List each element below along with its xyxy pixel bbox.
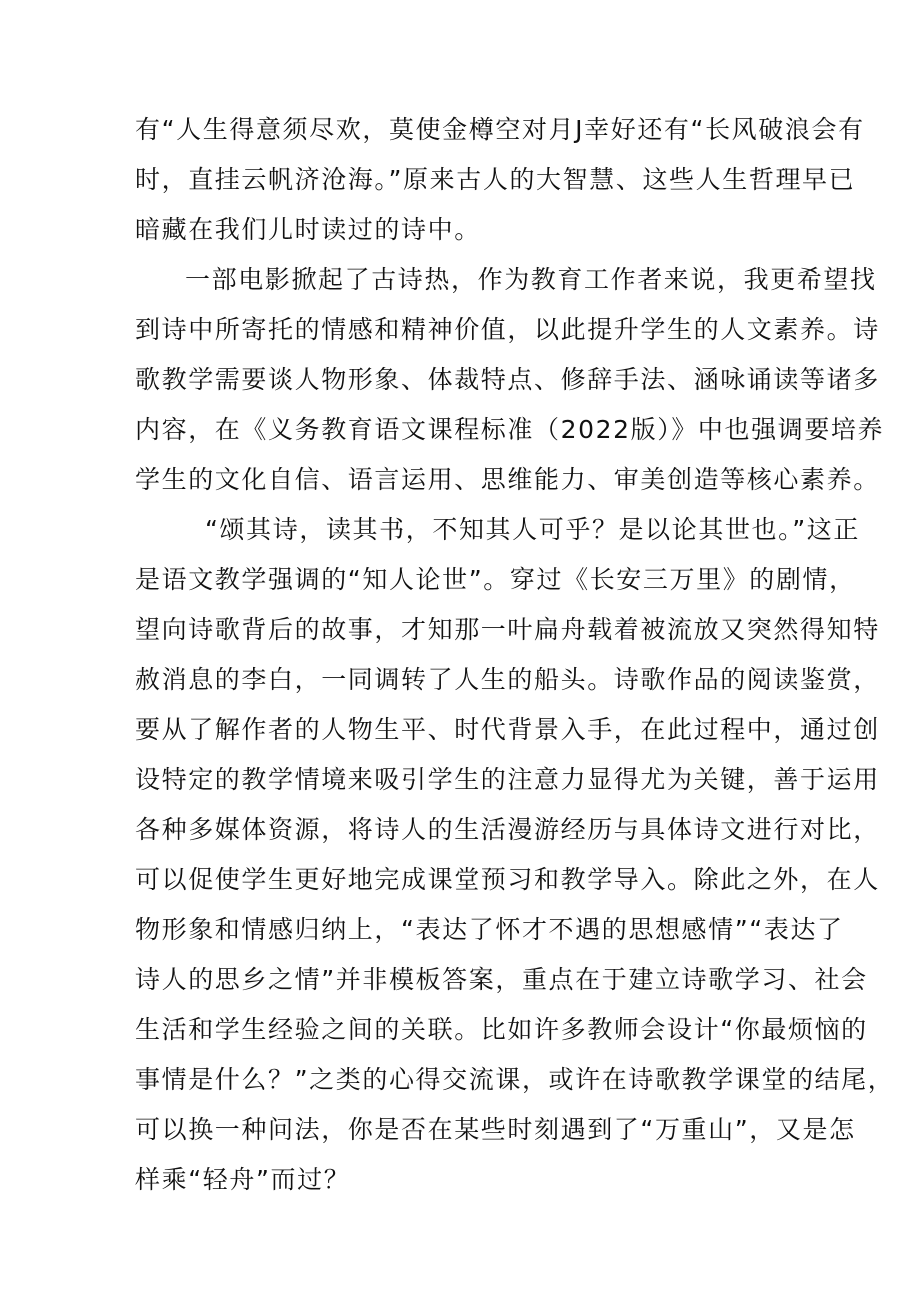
text-line: 到诗中所寄托的情感和精神价值，以此提升学生的人文素养。诗 xyxy=(135,315,880,344)
text-line: 歌教学需要谈人物形象、体裁特点、修辞手法、涵咏诵读等诸多 xyxy=(135,365,880,394)
text-line: 物形象和情感归纳上，“表达了怀才不遇的思想感情”“表达了 xyxy=(135,915,844,944)
text-line: 学生的文化自信、语言运用、思维能力、审美创造等核心素养。 xyxy=(135,465,880,494)
text-line: 有“人生得意须尽欢，莫使金樽空对月J幸好还有“长风破浪会有 xyxy=(135,115,865,144)
text-line: 可以促使学生更好地完成课堂预习和教学导入。除此之外，在人 xyxy=(135,865,880,894)
text-line: 赦消息的李白，一同调转了人生的船头。诗歌作品的阅读鉴赏， xyxy=(135,665,880,694)
text-line: 样乘“轻舟”而过？ xyxy=(135,1165,351,1194)
text-line: 要从了解作者的人物生平、时代背景入手，在此过程中，通过创 xyxy=(135,715,880,744)
text-line: 内容，在《义务教育语文课程标准（2022版）》中也强调要培养 xyxy=(135,415,885,444)
text-line: 生活和学生经验之间的关联。比如许多教师会设计“你最烦恼的 xyxy=(135,1015,868,1044)
paragraph-first-line: 一部电影掀起了古诗热，作为教育工作者来说，我更希望找 xyxy=(185,265,877,294)
text-line: 各种多媒体资源，将诗人的生活漫游经历与具体诗文进行对比， xyxy=(135,815,880,844)
text-line: 诗人的思乡之情”并非模板答案，重点在于建立诗歌学习、社会 xyxy=(135,965,868,994)
text-line: 设特定的教学情境来吸引学生的注意力显得尤为关键，善于运用 xyxy=(135,765,880,794)
text-line: 是语文教学强调的“知人论世”。穿过《长安三万里》的剧情， xyxy=(135,565,856,594)
text-line: 可以换一种问法，你是否在某些时刻遇到了“万重山”，又是怎 xyxy=(135,1115,856,1144)
text-line: 事情是什么？”之类的心得交流课，或许在诗歌教学课堂的结尾， xyxy=(135,1065,895,1094)
text-line: 望向诗歌背后的故事，才知那一叶扁舟载着被流放又突然得知特 xyxy=(135,615,880,644)
text-line: 时，直挂云帆济沧海。”原来古人的大智慧、这些人生哲理早已 xyxy=(135,165,856,194)
text-line: 暗藏在我们儿时读过的诗中。 xyxy=(135,215,481,244)
paragraph-first-line: “颂其诗，读其书，不知其人可乎？是以论其世也。”这正 xyxy=(205,515,861,544)
